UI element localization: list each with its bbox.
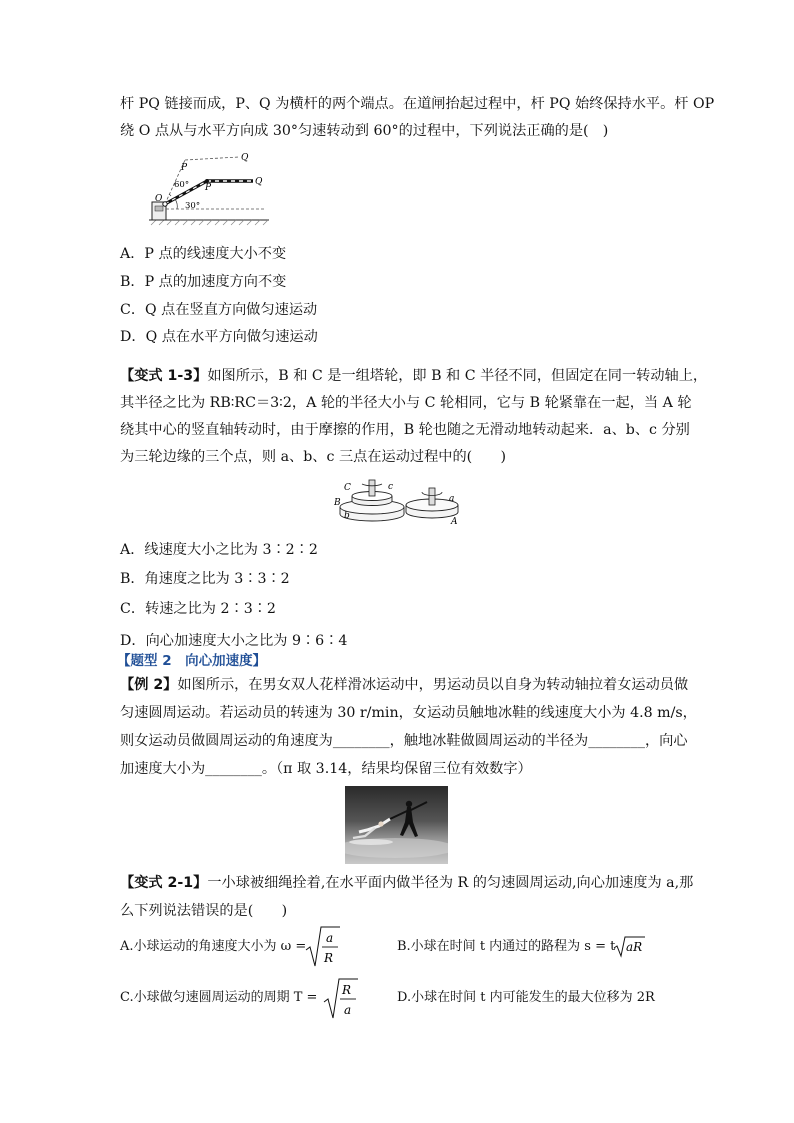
- label-O: O: [155, 194, 163, 204]
- label-C: C: [344, 483, 351, 493]
- q4-option-c: C.小球做匀速圆周运动的周期 T =: [120, 990, 318, 1005]
- q1-option-a: A．P 点的线速度大小不变: [120, 246, 287, 262]
- section-heading: 【题型 2 向心加速度】: [117, 653, 267, 669]
- q4-option-d: D.小球在时间 t 内可能发生的最大位移为 2R: [397, 990, 655, 1005]
- label-b: b: [344, 511, 350, 521]
- barrier-gate-figure: [147, 146, 275, 226]
- figure-skating-photo: [345, 786, 448, 864]
- q2-tag: 【变式 1-3】: [120, 368, 208, 384]
- q2-text-line3: 绕其中心的竖直轴转动时，由于摩擦的作用，B 轮也随之无滑动地转动起来．a、b、c 分别: [120, 422, 690, 438]
- q1-option-c: C．Q 点在竖直方向做匀速运动: [120, 302, 318, 318]
- q1-option-d: D．Q 点在水平方向做匀速运动: [120, 329, 318, 345]
- label-30deg: 30°: [185, 201, 201, 211]
- q3-text-line3: 则女运动员做圆周运动的角速度为________，触地冰鞋做圆周运动的半径为________，向心: [120, 733, 688, 749]
- q4-option-b: B.小球在时间 t 内通过的路程为 s = t: [397, 939, 616, 954]
- label-P-lower: P: [205, 183, 212, 193]
- q2-text-line2: 其半径之比为 RB∶RC＝3∶2，A 轮的半径大小与 C 轮相同，它与 B 轮紧靠在一起，当 A 轮: [120, 395, 692, 411]
- q4-optA-numerator: a: [326, 931, 334, 945]
- q4-optC-denominator: a: [344, 1003, 352, 1017]
- label-Q-upper: Q: [241, 153, 249, 163]
- q2-option-a: A．线速度大小之比为 3∶2∶2: [120, 542, 318, 558]
- q4-optC-sqrt-fraction: [322, 976, 360, 1022]
- label-60deg: 60°: [174, 180, 190, 190]
- q1-option-b: B．P 点的加速度方向不变: [120, 274, 287, 290]
- q4-text-line1: 【变式 2-1】一小球被细绳拴着,在水平面内做半径为 R 的匀速圆周运动,向心加速度为 a,那: [120, 875, 694, 891]
- q2-option-c: C．转速之比为 2∶3∶2: [120, 601, 276, 617]
- tower-wheel-figure: [334, 474, 464, 526]
- q3-text-line2: 匀速圆周运动。若运动员的转速为 30 r/min，女运动员触地冰鞋的线速度大小为 4.8 m/s，: [120, 705, 697, 721]
- q2-option-d: D．向心加速度大小之比为 9∶6∶4: [120, 633, 348, 649]
- q4-tag: 【变式 2-1】: [120, 875, 208, 891]
- q1-text-line1: 杆 PQ 链接而成，P、Q 为横杆的两个端点。在道闸抬起过程中，杆 PQ 始终保持水平。杆 OP: [120, 96, 715, 112]
- q4-optA-denominator: R: [324, 951, 334, 965]
- q2-option-b: B．角速度之比为 3∶3∶2: [120, 571, 290, 587]
- q3-tag: 【例 2】: [120, 677, 178, 693]
- q1-text-line2: 绕 O 点从与水平方向成 30°匀速转动到 60°的过程中，下列说法正确的是( ): [120, 123, 609, 139]
- q4-option-a: A.小球运动的角速度大小为 ω =: [120, 939, 307, 954]
- q4-text-line2: 么下列说法错误的是( ): [120, 903, 288, 919]
- label-A: A: [451, 517, 458, 526]
- q4-optB-radicand: aR: [626, 940, 643, 954]
- q3-text-line1: 【例 2】如图所示，在男女双人花样滑冰运动中，男运动员以自身为转动轴拉着女运动员做: [120, 677, 689, 693]
- q3-text-line4: 加速度大小为________。（π 取 3.14，结果均保留三位有效数字）: [120, 761, 532, 777]
- label-Q-lower: Q: [255, 177, 263, 187]
- q2-text-line4: 为三轮边缘的三个点，则 a、b、c 三点在运动过程中的( ): [120, 449, 507, 465]
- q4-optA-sqrt-fraction: [304, 924, 342, 970]
- q4-optB-sqrt: [613, 934, 647, 958]
- label-a: a: [449, 494, 455, 504]
- label-B: B: [334, 498, 341, 508]
- q4-optC-numerator: R: [342, 983, 352, 997]
- label-P-upper: P: [181, 163, 188, 173]
- label-c: c: [388, 482, 394, 492]
- q2-text-line1: 【变式 1-3】如图所示，B 和 C 是一组塔轮，即 B 和 C 半径不同，但固定在同一转动轴上，: [120, 368, 708, 384]
